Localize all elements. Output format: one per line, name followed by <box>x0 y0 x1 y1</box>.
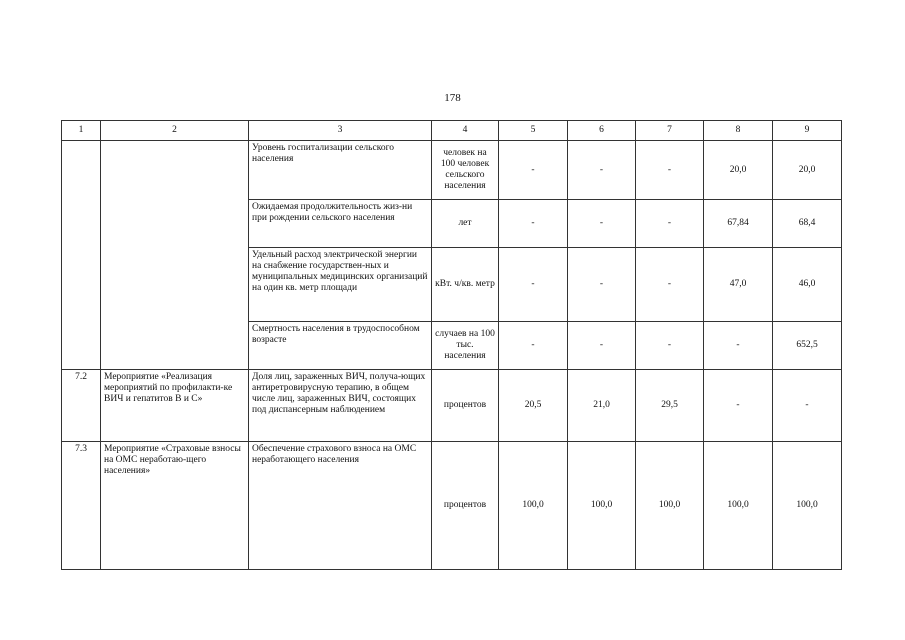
row-number-cell: 7.3 <box>62 442 101 570</box>
value-cell: - <box>568 141 636 200</box>
indicator-cell: Уровень госпитализации сельского населения <box>249 141 432 200</box>
header-cell: 3 <box>249 121 432 141</box>
header-cell: 5 <box>499 121 568 141</box>
value-cell: 100,0 <box>568 442 636 570</box>
value-cell: - <box>499 248 568 322</box>
value-cell: 68,4 <box>773 200 842 248</box>
value-cell: - <box>773 370 842 442</box>
value-cell: - <box>636 248 704 322</box>
header-row <box>62 121 842 141</box>
unit-cell: процентов <box>432 370 499 442</box>
value-cell: 20,5 <box>499 370 568 442</box>
indicator-cell: Смертность населения в трудоспособном возрасте <box>249 322 432 370</box>
event-cell: Мероприятие «Реализация мероприятий по профилакти-ке ВИЧ и гепатитов В и С» <box>101 370 249 442</box>
data-table <box>61 120 842 570</box>
value-cell: - <box>636 141 704 200</box>
value-cell: - <box>636 322 704 370</box>
unit-cell: лет <box>432 200 499 248</box>
header-cell: 8 <box>704 121 773 141</box>
value-cell: - <box>499 322 568 370</box>
value-cell: 100,0 <box>636 442 704 570</box>
header-cell: 7 <box>636 121 704 141</box>
event-cell <box>101 141 249 370</box>
value-cell: - <box>499 200 568 248</box>
value-cell: - <box>636 200 704 248</box>
value-cell: - <box>704 322 773 370</box>
value-cell: - <box>568 322 636 370</box>
value-cell: 21,0 <box>568 370 636 442</box>
value-cell: 652,5 <box>773 322 842 370</box>
value-cell: - <box>704 370 773 442</box>
value-cell: 29,5 <box>636 370 704 442</box>
value-cell: 46,0 <box>773 248 842 322</box>
event-cell: Мероприятие «Страховые взносы на ОМС неработаю-щего населения» <box>101 442 249 570</box>
row-number-cell <box>62 141 101 370</box>
unit-cell: случаев на 100 тыс. населения <box>432 322 499 370</box>
table-row <box>62 442 842 570</box>
value-cell: - <box>568 200 636 248</box>
value-cell: 100,0 <box>499 442 568 570</box>
table-row <box>62 141 842 200</box>
header-cell: 4 <box>432 121 499 141</box>
header-cell: 2 <box>101 121 249 141</box>
value-cell: 20,0 <box>773 141 842 200</box>
indicator-cell: Обеспечение страхового взноса на ОМС неработающего населения <box>249 442 432 570</box>
indicator-cell: Удельный расход электрической энергии на снабжение государствен-ных и муниципальных медицинских организаций на один кв. метр площади <box>249 248 432 322</box>
value-cell: - <box>568 248 636 322</box>
indicator-cell: Ожидаемая продолжительность жиз-ни при рождении сельского населения <box>249 200 432 248</box>
value-cell: 100,0 <box>704 442 773 570</box>
value-cell: 100,0 <box>773 442 842 570</box>
value-cell: - <box>499 141 568 200</box>
indicator-cell: Доля лиц, зараженных ВИЧ, получа-ющих антиретровирусную терапию, в общем числе лиц, зараженных ВИЧ, состоящих под диспансерным наблюдением <box>249 370 432 442</box>
table-row <box>62 370 842 442</box>
value-cell: 20,0 <box>704 141 773 200</box>
page-number: 178 <box>444 92 461 104</box>
header-cell: 6 <box>568 121 636 141</box>
header-cell: 1 <box>62 121 101 141</box>
value-cell: 47,0 <box>704 248 773 322</box>
value-cell: 67,84 <box>704 200 773 248</box>
row-number-cell: 7.2 <box>62 370 101 442</box>
unit-cell: человек на 100 человек сельского населения <box>432 141 499 200</box>
unit-cell: кВт. ч/кв. метр <box>432 248 499 322</box>
header-cell: 9 <box>773 121 842 141</box>
unit-cell: процентов <box>432 442 499 570</box>
